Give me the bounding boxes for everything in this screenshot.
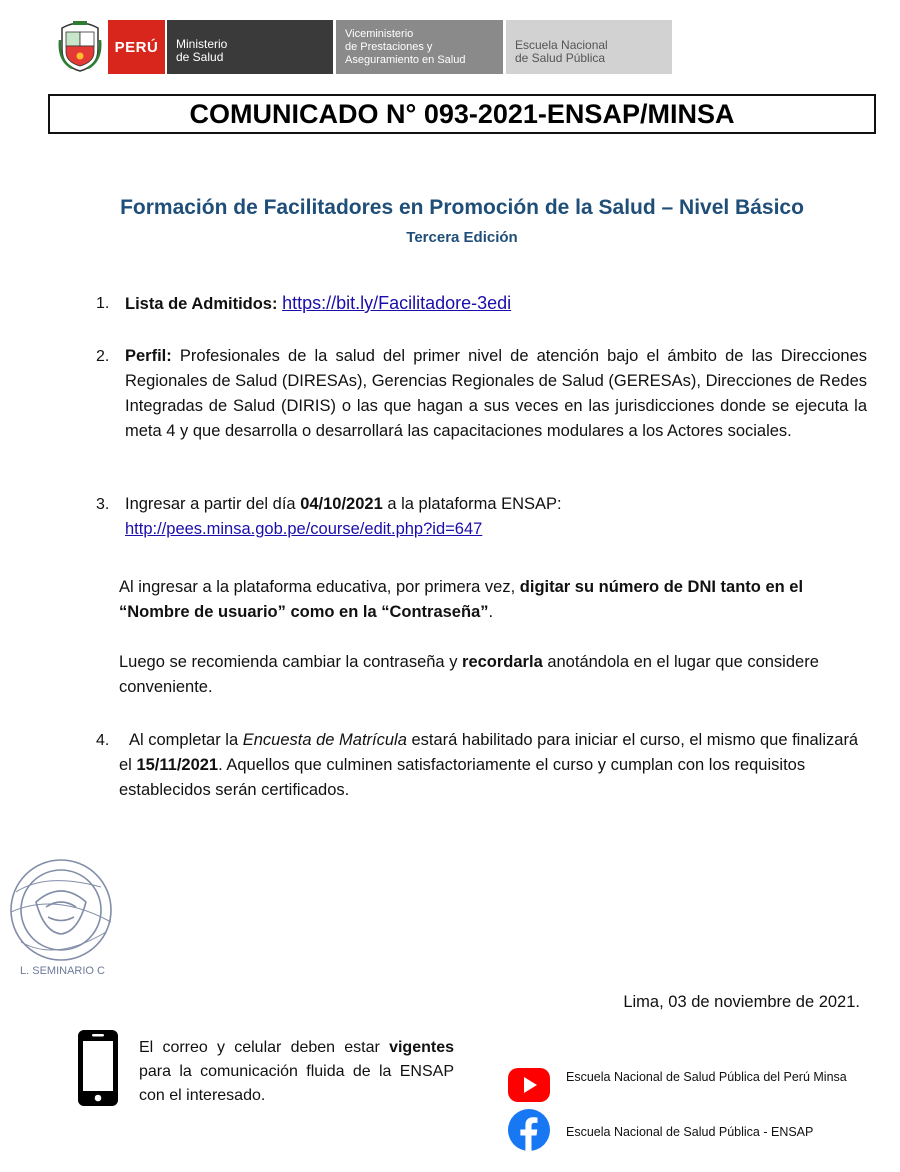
ensap-line-2: de Salud Pública (515, 51, 606, 65)
item-3-p2-text-b: anotándola en el lugar que considere conveniente. (119, 653, 819, 696)
minsa-logo (167, 20, 333, 74)
notice-text-a: El correo y celular deben estar (139, 1039, 390, 1056)
mobile-phone-icon (76, 1028, 120, 1108)
item-1-label: Lista de Admitidos: (125, 295, 278, 313)
item-3-text-b: a la plataforma ENSAP: (382, 495, 562, 513)
item-4-text-c: . Aquellos que culminen satisfactoriamente el curso y cumplan con los requisitos establecidos serán certificados. (119, 756, 806, 799)
ensap-platform-link[interactable]: http://pees.minsa.gob.pe/course/edit.php?id=647 (125, 520, 483, 538)
ensap-logo (506, 20, 672, 74)
item-3 (125, 492, 867, 542)
item-3-p2-text-a: Luego se recomienda cambiar la contraseña y (119, 653, 463, 671)
peru-coat-of-arms-icon (58, 20, 102, 72)
item-2-label: Perfil: (125, 347, 172, 365)
item-3-paragraph-2 (119, 650, 867, 700)
vice-line-2: de Prestaciones y (345, 41, 433, 53)
item-4 (119, 728, 867, 803)
item-4-emphasis: Encuesta de Matrícula (242, 731, 407, 749)
sub-heading: Tercera Edición (406, 229, 518, 246)
youtube-channel-name[interactable]: Escuela Nacional de Salud Pública del Perú Minsa (566, 1070, 847, 1084)
item-4-text-a: Al completar la (129, 731, 243, 749)
item-3-p1-text: Al ingresar a la plataforma educativa, por primera vez, (119, 578, 520, 596)
minsa-line-2: de Salud (176, 50, 224, 64)
item-3-p2-bold: recordarla (462, 653, 543, 671)
admitted-list-link[interactable]: https://bit.ly/Facilitadore-3edi (282, 293, 512, 313)
item-2 (125, 344, 867, 444)
contact-notice (139, 1036, 454, 1108)
item-4-text-b: estará habilitado para iniciar el curso, el mismo que finalizará el (119, 731, 859, 774)
item-3-p1-end: . (488, 603, 494, 621)
item-2-text: Profesionales de la salud del primer nivel de atención bajo el ámbito de las Direcciones Regionales de Salud (DIRESAs), Gerencias Regionales de Salud (GERESAs), Direcciones de Redes Integradas de Salud (DIRIS) o las que hagan a sus veces en las jurisdicciones donde se ejecuta la meta 4 y que desarrolla o desarrollará las capacitaciones modulares a los Actores sociales. (125, 347, 867, 440)
item-1-number: 1. (96, 295, 110, 312)
header-logos (58, 20, 672, 74)
item-3-paragraph-1 (119, 575, 867, 625)
vice-line-3: Aseguramiento en Salud (345, 54, 466, 66)
document-title (48, 94, 876, 134)
item-4-number: 4. (96, 732, 110, 749)
peru-logo: PERÚ (108, 20, 165, 74)
ensap-line-1: Escuela Nacional (515, 38, 608, 52)
vice-line-1: Viceministerio (345, 28, 414, 40)
item-2-number: 2. (96, 348, 110, 365)
facebook-icon[interactable] (507, 1108, 551, 1152)
item-3-p1-bold: digitar su número de DNI tanto en el “Nombre de usuario” como en la “Contraseña” (119, 578, 804, 621)
item-1 (125, 291, 867, 317)
item-3-date: 04/10/2021 (300, 495, 383, 513)
notice-bold: vigentes (389, 1039, 454, 1056)
item-4-date: 15/11/2021 (136, 756, 219, 774)
youtube-icon[interactable] (507, 1063, 551, 1107)
document-title-text: COMUNICADO N° 093-2021-ENSAP/MINSA (189, 98, 735, 129)
item-3-text-a: Ingresar a partir del día (125, 495, 301, 513)
place-date: Lima, 03 de noviembre de 2021. (623, 993, 860, 1011)
minsa-line-1: Ministerio (176, 37, 228, 51)
main-heading: Formación de Facilitadores en Promoción de la Salud – Nivel Básico (120, 196, 804, 219)
facebook-page-name[interactable]: Escuela Nacional de Salud Pública - ENSAP (566, 1125, 814, 1139)
official-seal-stamp (6, 852, 116, 982)
stamp-text: L. SEMINARIO C (20, 965, 105, 977)
item-3-number: 3. (96, 496, 110, 513)
viceministerio-logo (336, 20, 503, 74)
notice-text-b: para la comunicación fluida de la ENSAP con el interesado. (139, 1063, 454, 1104)
